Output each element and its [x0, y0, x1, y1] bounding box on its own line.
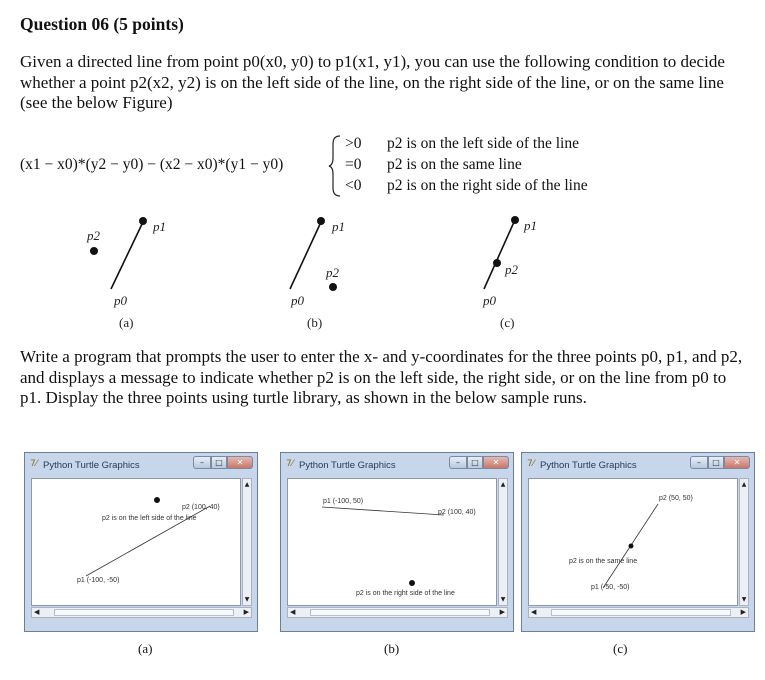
result-message: p2 is on the right side of the line [356, 590, 455, 597]
intro-paragraph: Given a directed line from point p0(x0, y0) to p1(x1, y1), you can use the following condition to decide whether a point p2(x2, y2) is on the left side of the line, on the right side of the line, or on the same line (see the below Figure) [20, 52, 725, 112]
close-icon[interactable]: ✕ [724, 456, 750, 469]
window-title: Python Turtle Graphics [540, 460, 637, 471]
condition-text: p2 is on the same line [387, 156, 522, 173]
label-p2: p2 [326, 265, 339, 280]
turtle-icon: 7⁄ [286, 459, 294, 469]
window-title: Python Turtle Graphics [43, 460, 140, 471]
window-controls [193, 456, 253, 470]
figure-caption: (b) [307, 315, 323, 330]
point-p2 [90, 247, 98, 255]
label-p1: p1 [332, 219, 345, 234]
point-p1 [317, 217, 325, 225]
minimize-icon[interactable]: – [193, 456, 211, 469]
point-p1 [139, 217, 147, 225]
window-titlebar[interactable] [281, 453, 513, 477]
result-message: p2 is on the left side of the line [102, 515, 197, 522]
formula-expression: (x1 − x0)*(y2 − y0) − (x2 − x0)*(y1 − y0) [20, 156, 284, 173]
turtle-window-c [521, 452, 755, 632]
line-p0-p1 [290, 222, 321, 289]
p2-coordinate-label: p2 (100, 40) [438, 509, 476, 516]
figure-b [290, 217, 345, 330]
scroll-down-icon[interactable]: ▼ [741, 596, 747, 603]
point-p1 [511, 216, 519, 224]
window-controls [449, 456, 509, 470]
point-p2 [493, 259, 501, 267]
condition-left [345, 135, 579, 153]
close-icon[interactable]: ✕ [227, 456, 253, 469]
task-paragraph: Write a program that prompts the user to enter the x- and y-coordinates for the three points p0, p1, and p2, and displays a message to indicate whether p2 is on the left side, the right side, or on the line from p0 to p1. Display the three points using turtle library, as shown in the below sample runs. [20, 347, 743, 407]
minimize-icon[interactable]: – [690, 456, 708, 469]
point-dot [154, 497, 160, 503]
line-p0-p1 [111, 222, 143, 289]
question-heading: Question 06 (5 points) [20, 14, 184, 34]
scroll-right-icon[interactable]: ▶ [740, 608, 746, 616]
condition-op: =0 [345, 156, 362, 173]
label-p2: p2 [87, 228, 100, 243]
minimize-icon[interactable]: – [449, 456, 467, 469]
scroll-up-icon[interactable]: ▲ [244, 481, 250, 488]
window-title: Python Turtle Graphics [299, 460, 396, 471]
label-p0: p0 [114, 293, 127, 308]
result-message: p2 is on the same line [569, 558, 638, 565]
maximize-icon[interactable]: □ [211, 456, 227, 469]
figure-caption: (c) [500, 315, 515, 330]
vertical-scrollbar[interactable] [739, 478, 749, 606]
scroll-left-icon[interactable]: ◀ [531, 608, 537, 616]
scroll-left-icon[interactable]: ◀ [34, 608, 40, 616]
scroll-thumb[interactable] [310, 609, 490, 616]
scroll-down-icon[interactable]: ▼ [244, 596, 250, 603]
figure-c [482, 216, 537, 330]
line-side-figure [0, 205, 765, 335]
p1-coordinate-label: p2 (50, 50) [659, 495, 693, 502]
p1-coordinate-label: p1 (-100, 50) [323, 498, 364, 505]
sample-run-caption: (a) [138, 641, 153, 656]
window-titlebar[interactable] [522, 453, 754, 477]
turtle-window-a [24, 452, 258, 632]
condition-same [345, 156, 522, 174]
label-p0: p0 [291, 293, 304, 308]
horizontal-scrollbar[interactable] [31, 607, 252, 618]
close-icon[interactable]: ✕ [483, 456, 509, 469]
turtle-drawing [32, 479, 240, 605]
vertical-scrollbar[interactable] [242, 478, 252, 606]
figure-caption: (a) [119, 315, 134, 330]
scroll-right-icon[interactable]: ▶ [499, 608, 505, 616]
brace-symbol [328, 134, 342, 198]
line-p1-p2 [322, 507, 444, 515]
scroll-up-icon[interactable]: ▲ [741, 481, 747, 488]
window-titlebar[interactable] [25, 453, 257, 477]
p2-coordinate-label: p1 (-50, -50) [591, 584, 630, 591]
turtle-canvas [31, 478, 241, 606]
turtle-drawing [288, 479, 496, 605]
turtle-drawing [529, 479, 737, 605]
sample-run-caption: (c) [613, 641, 628, 656]
point-dot [409, 580, 415, 586]
window-controls [690, 456, 750, 470]
line-p0-p1 [484, 222, 514, 289]
sample-run-caption: (b) [384, 641, 400, 656]
label-p0: p0 [483, 293, 496, 308]
scroll-right-icon[interactable]: ▶ [243, 608, 249, 616]
turtle-canvas [528, 478, 738, 606]
turtle-icon: 7⁄ [527, 459, 535, 469]
scroll-left-icon[interactable]: ◀ [290, 608, 296, 616]
figure-a [86, 217, 166, 330]
label-p1: p1 [153, 219, 166, 234]
scroll-down-icon[interactable]: ▼ [500, 596, 506, 603]
turtle-icon: 7⁄ [30, 459, 38, 469]
turtle-canvas [287, 478, 497, 606]
condition-op: >0 [345, 135, 362, 152]
condition-right [345, 177, 588, 195]
point-dot [629, 544, 634, 549]
condition-text: p2 is on the right side of the line [387, 177, 588, 194]
p2-coordinate-label: p2 (100, 40) [182, 504, 220, 511]
turtle-window-b [280, 452, 514, 632]
label-p1: p1 [524, 218, 537, 233]
scroll-thumb[interactable] [54, 609, 234, 616]
label-p2: p2 [505, 262, 518, 277]
vertical-scrollbar[interactable] [498, 478, 508, 606]
condition-op: <0 [345, 177, 362, 194]
scroll-thumb[interactable] [551, 609, 731, 616]
horizontal-scrollbar[interactable] [528, 607, 749, 618]
scroll-up-icon[interactable]: ▲ [500, 481, 506, 488]
condition-text: p2 is on the left side of the line [387, 135, 579, 152]
maximize-icon[interactable]: □ [708, 456, 724, 469]
maximize-icon[interactable]: □ [467, 456, 483, 469]
p1-coordinate-label: p1 (-100, -50) [77, 577, 120, 584]
point-p2 [329, 283, 337, 291]
horizontal-scrollbar[interactable] [287, 607, 508, 618]
